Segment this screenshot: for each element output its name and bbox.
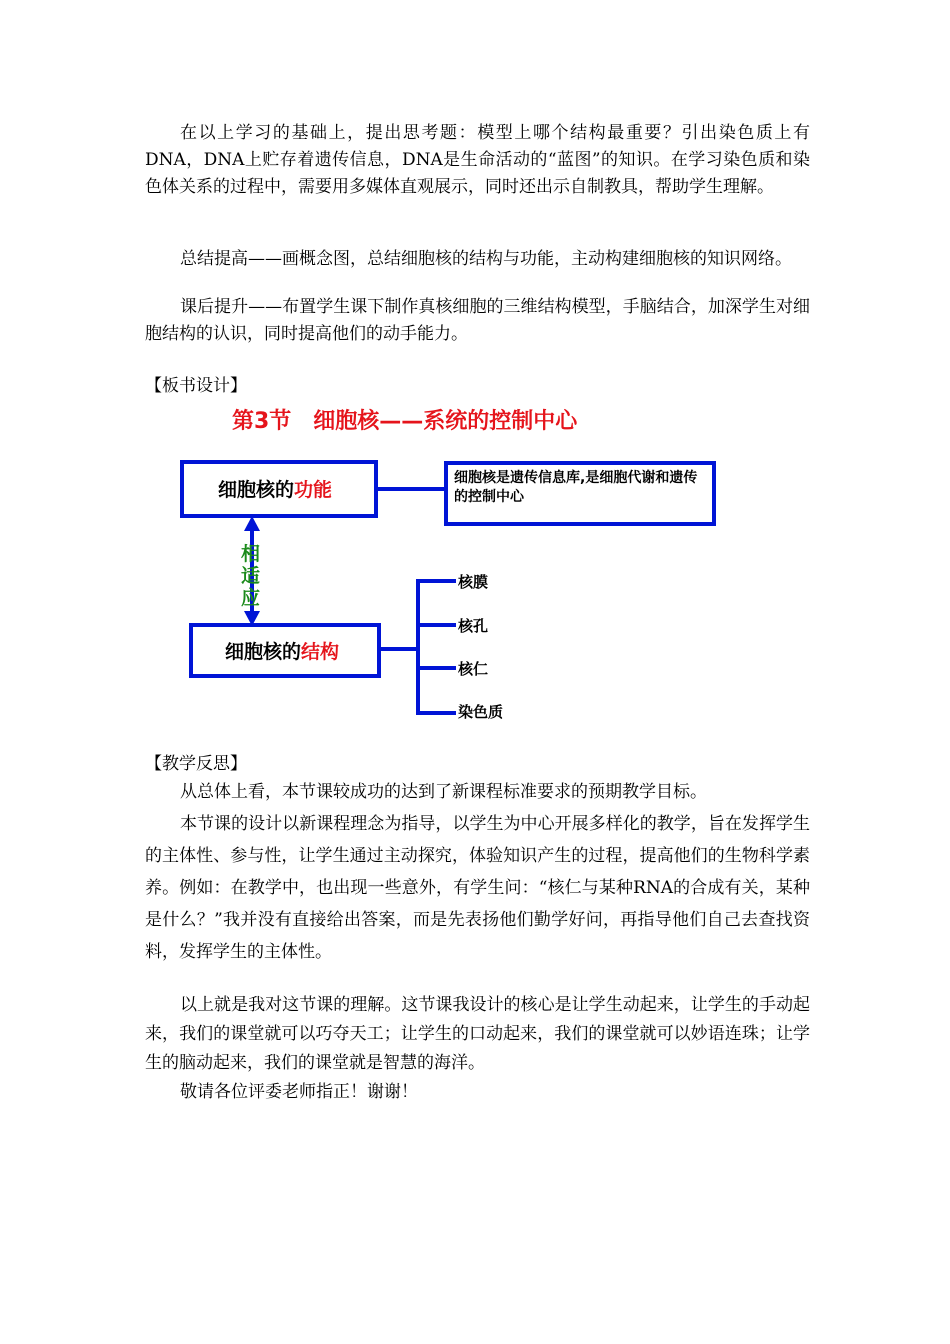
function-box-prefix: 细胞核的 (218, 479, 295, 501)
paragraph-closing: 以上就是我对这节课的理解。这节课我设计的核心是让学生动起来，让学生的手动起来，我们的课堂就可以巧夺天工；让学生的口动起来，我们的课堂就可以妙语连珠；让学生的脑动起来，我们的课堂就是智慧的海洋。 (145, 995, 810, 1073)
branch-line (416, 711, 456, 715)
function-box-label (218, 475, 332, 502)
branch-line (416, 579, 456, 583)
structure-part-nuclear-pore: 核孔 (458, 617, 489, 635)
board-design-heading: 【板书设计】 (145, 376, 247, 396)
structure-part-nuclear-envelope: 核膜 (458, 573, 489, 591)
structure-connector (381, 647, 419, 651)
reflection-heading: 【教学反思】 (145, 754, 247, 774)
structure-box-label (225, 637, 339, 664)
paragraph-thinking-question: 在以上学习的基础上，提出思考题：模型上哪个结构最重要？引出染色质上有DNA，DNA上贮存着遗传信息，DNA是生命活动的“蓝图”的知识。在学习染色质和染色体关系的过程中，需要用多媒体直观展示，同时还出示自制教具，帮助学生理解。 (145, 123, 810, 197)
structure-box-prefix: 细胞核的 (225, 641, 302, 663)
paragraph-reflection-design: 本节课的设计以新课程理念为指导，以学生为中心开展多样化的教学，旨在发挥学生的主体性、参与性，让学生通过主动探究，体验知识产生的过程，提高他们的生物科学素养。例如：在教学中，也出现一些意外，有学生问：“核仁与某种RNA的合成有关，某种是什么？”我并没有直接给出答案，而是先表扬他们勤学好问，再指导他们自己去查找资料，发挥学生的主体性。 (145, 814, 810, 962)
structure-part-chromatin: 染色质 (458, 703, 504, 721)
paragraph-after-class: 课后提升——布置学生课下制作真核细胞的三维结构模型，手脑结合，加深学生对细胞结构的认识，同时提高他们的动手能力。 (145, 297, 810, 344)
paragraph-reflection-overall: 从总体上看，本节课较成功的达到了新课程标准要求的预期教学目标。 (180, 782, 707, 802)
structure-bracket (416, 579, 420, 715)
diagram-title: 第3节 细胞核——系统的控制中心 (232, 409, 578, 434)
paragraph-summary: 总结提高——画概念图，总结细胞核的结构与功能，主动构建细胞核的知识网络。 (180, 249, 792, 269)
paragraph-thanks: 敬请各位评委老师指正！谢谢！ (180, 1082, 418, 1102)
function-description-box (444, 461, 716, 526)
function-box-highlight: 功能 (294, 479, 333, 501)
function-connector (378, 487, 446, 491)
structure-box-highlight: 结构 (301, 641, 340, 663)
adaptation-label: 相适应 (241, 543, 261, 609)
structure-box (189, 623, 381, 678)
branch-line (416, 666, 456, 670)
function-box (180, 460, 378, 518)
branch-line (416, 623, 456, 627)
structure-part-nucleolus: 核仁 (458, 660, 489, 678)
function-description: 细胞核是遗传信息库,是细胞代谢和遗传的控制中心 (454, 470, 698, 505)
